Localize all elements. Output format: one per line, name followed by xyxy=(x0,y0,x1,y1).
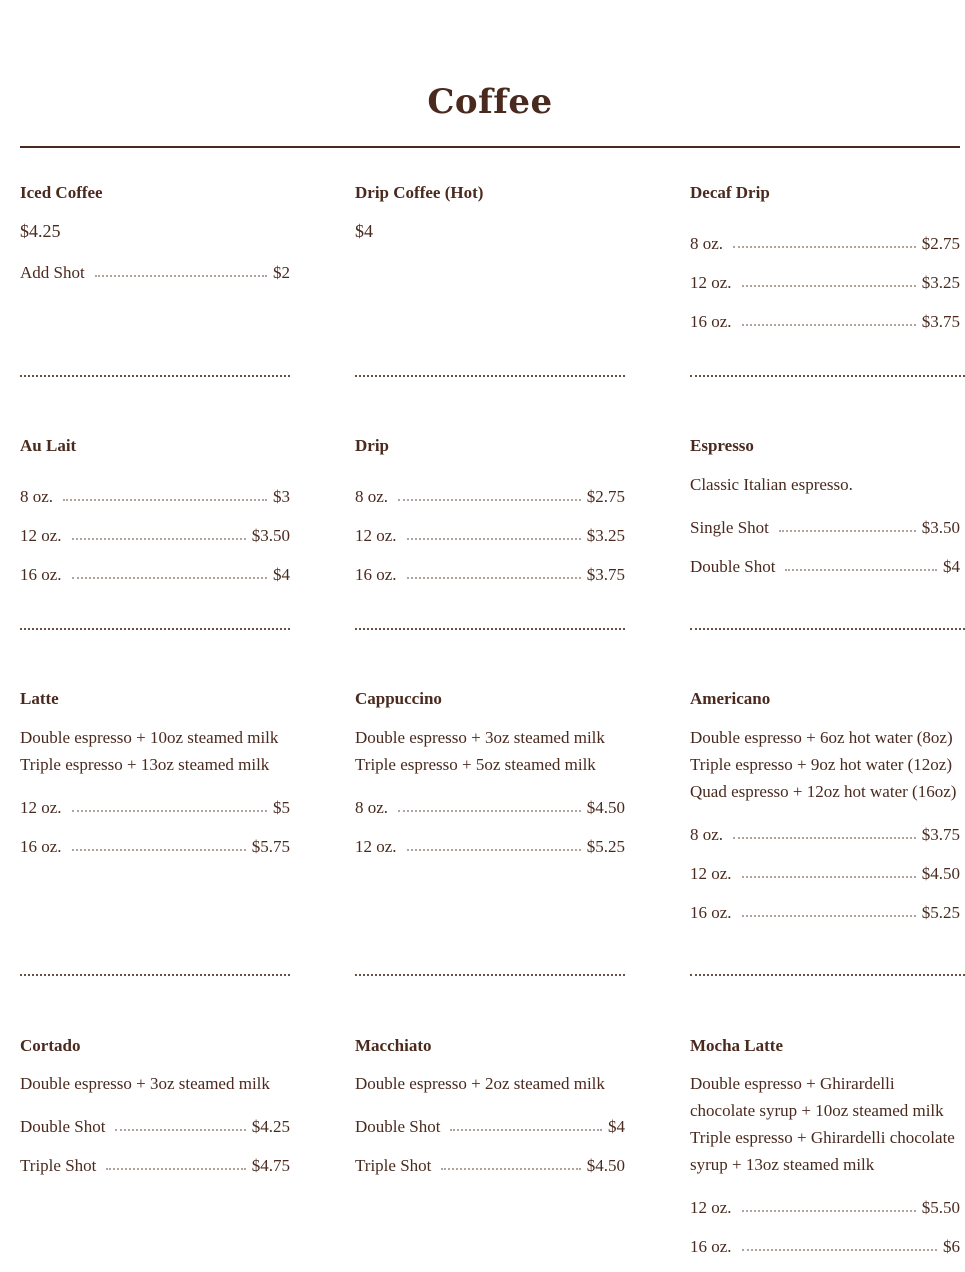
item-name: Cappuccino xyxy=(355,689,442,708)
option-row xyxy=(690,903,960,923)
option-label: Triple Shot xyxy=(20,1156,97,1175)
option-label: 12 oz. xyxy=(20,798,62,817)
option-row xyxy=(690,273,960,293)
dot-leader xyxy=(407,537,581,540)
description-line: Triple espresso + 13oz steamed milk xyxy=(20,755,270,774)
dot-leader xyxy=(441,1167,580,1170)
item-name: Espresso xyxy=(690,436,754,455)
option-price: $6 xyxy=(943,1237,960,1256)
option-price: $4 xyxy=(943,557,960,576)
menu-item-macchiato xyxy=(355,1036,625,1195)
item-separator xyxy=(20,974,290,976)
item-description xyxy=(690,724,960,805)
option-label: Double Shot xyxy=(355,1117,441,1136)
description-line: Double espresso + 10oz steamed milk xyxy=(20,728,279,747)
description-line: syrup + 13oz steamed milk xyxy=(690,1155,875,1174)
menu-item-americano xyxy=(690,689,960,942)
option-label: 8 oz. xyxy=(355,487,389,506)
description-line: chocolate syrup + 10oz steamed milk xyxy=(690,1101,944,1120)
option-price: $3.75 xyxy=(921,312,960,331)
option-price: $2.75 xyxy=(586,487,625,506)
option-row xyxy=(355,1117,625,1137)
option-label: Add Shot xyxy=(20,263,85,282)
option-row xyxy=(690,1198,960,1218)
option-row xyxy=(355,837,625,857)
option-label: 12 oz. xyxy=(690,1198,732,1217)
description-line: Quad espresso + 12oz hot water (16oz) xyxy=(690,782,957,801)
description-line: Triple espresso + 9oz hot water (12oz) xyxy=(690,755,953,774)
option-row xyxy=(690,312,960,332)
option-price: $3.25 xyxy=(586,526,625,545)
option-row xyxy=(690,825,960,845)
item-separator xyxy=(20,628,290,630)
option-label: Single Shot xyxy=(690,518,769,537)
item-description xyxy=(20,1070,290,1097)
option-row xyxy=(20,837,290,857)
option-label: Triple Shot xyxy=(355,1156,432,1175)
dot-leader xyxy=(72,848,246,851)
menu-item-espresso xyxy=(690,436,960,596)
option-price: $4.25 xyxy=(251,1117,290,1136)
dot-leader xyxy=(106,1167,245,1170)
option-price: $3 xyxy=(273,487,290,506)
description-line: Classic Italian espresso. xyxy=(690,475,853,494)
option-row xyxy=(690,234,960,254)
option-row xyxy=(690,518,960,538)
option-price: $2.75 xyxy=(921,234,960,253)
description-line: Double espresso + Ghirardelli xyxy=(690,1074,895,1093)
option-label: 16 oz. xyxy=(20,565,62,584)
option-row xyxy=(20,487,290,507)
description-line: Triple espresso + Ghirardelli chocolate xyxy=(690,1128,955,1147)
page-title: Coffee xyxy=(427,82,553,122)
dot-leader xyxy=(115,1128,245,1131)
dot-leader xyxy=(398,498,581,501)
option-price: $4.50 xyxy=(586,1156,625,1175)
option-label: 8 oz. xyxy=(690,825,724,844)
item-separator xyxy=(355,974,625,976)
description-line: Double espresso + 2oz steamed milk xyxy=(355,1074,605,1093)
item-separator xyxy=(690,974,965,976)
item-name: Macchiato xyxy=(355,1036,432,1055)
option-price: $3.75 xyxy=(586,565,625,584)
dot-leader xyxy=(785,568,937,571)
dot-leader xyxy=(95,274,267,277)
item-separator xyxy=(690,375,965,377)
item-separator xyxy=(690,628,965,630)
menu-item-cappuccino xyxy=(355,689,625,876)
menu-item-drip xyxy=(355,436,625,604)
dot-leader xyxy=(742,1248,937,1251)
item-name: Latte xyxy=(20,689,59,708)
option-label: 8 oz. xyxy=(20,487,54,506)
option-row xyxy=(690,864,960,884)
option-price: $5.75 xyxy=(251,837,290,856)
option-label: 12 oz. xyxy=(690,273,732,292)
option-label: 12 oz. xyxy=(20,526,62,545)
option-row xyxy=(355,1156,625,1176)
menu-item-iced-coffee xyxy=(20,183,290,302)
option-row xyxy=(20,798,290,818)
option-row xyxy=(355,487,625,507)
dot-leader xyxy=(398,809,581,812)
option-price: $3.50 xyxy=(921,518,960,537)
option-row xyxy=(20,1156,290,1176)
item-name: Decaf Drip xyxy=(690,183,770,202)
menu-item-au-lait xyxy=(20,436,290,604)
item-description xyxy=(690,1070,960,1178)
dot-leader xyxy=(407,576,581,579)
description-line: Triple espresso + 5oz steamed milk xyxy=(355,755,596,774)
option-label: 16 oz. xyxy=(20,837,62,856)
menu-item-drip-coffee-hot xyxy=(355,183,625,241)
menu-item-latte xyxy=(20,689,290,876)
option-label: 12 oz. xyxy=(690,864,732,883)
menu-item-mocha-latte xyxy=(690,1036,960,1257)
option-label: 8 oz. xyxy=(355,798,389,817)
option-price: $3.75 xyxy=(921,825,960,844)
item-name: Au Lait xyxy=(20,436,77,455)
option-price: $5 xyxy=(273,798,290,817)
option-row xyxy=(20,1117,290,1137)
item-separator xyxy=(355,628,625,630)
item-name: Americano xyxy=(690,689,771,708)
option-price: $4.50 xyxy=(586,798,625,817)
option-label: 16 oz. xyxy=(690,903,732,922)
dot-leader xyxy=(733,836,916,839)
option-price: $3.25 xyxy=(921,273,960,292)
option-price: $4.75 xyxy=(251,1156,290,1175)
option-label: 8 oz. xyxy=(690,234,724,253)
description-line: Double espresso + 6oz hot water (8oz) xyxy=(690,728,953,747)
item-price: $4 xyxy=(355,221,373,241)
option-row xyxy=(20,526,290,546)
option-row xyxy=(20,263,290,283)
item-name: Drip xyxy=(355,436,389,455)
option-price: $4 xyxy=(608,1117,625,1136)
option-price: $5.25 xyxy=(921,903,960,922)
menu-item-decaf-drip xyxy=(690,183,960,351)
item-name: Iced Coffee xyxy=(20,183,103,202)
dot-leader xyxy=(779,529,916,532)
dot-leader xyxy=(407,848,581,851)
dot-leader xyxy=(742,323,916,326)
item-description xyxy=(690,471,960,498)
dot-leader xyxy=(742,914,916,917)
dot-leader xyxy=(72,576,267,579)
option-row xyxy=(20,565,290,585)
dot-leader xyxy=(63,498,267,501)
option-price: $5.50 xyxy=(921,1198,960,1217)
option-row xyxy=(690,557,960,577)
item-price: $4.25 xyxy=(20,221,61,241)
dot-leader xyxy=(742,1209,916,1212)
option-label: 16 oz. xyxy=(690,312,732,331)
item-name: Mocha Latte xyxy=(690,1036,784,1055)
item-name: Drip Coffee (Hot) xyxy=(355,183,484,202)
option-label: 12 oz. xyxy=(355,837,397,856)
item-description xyxy=(355,724,625,778)
dot-leader xyxy=(72,537,246,540)
option-row xyxy=(355,798,625,818)
dot-leader xyxy=(742,284,916,287)
option-row xyxy=(355,565,625,585)
item-separator xyxy=(20,375,290,377)
option-row xyxy=(355,526,625,546)
option-label: 16 oz. xyxy=(355,565,397,584)
dot-leader xyxy=(72,809,267,812)
option-label: 12 oz. xyxy=(355,526,397,545)
option-label: Double Shot xyxy=(690,557,776,576)
item-description xyxy=(20,724,290,778)
option-price: $2 xyxy=(273,263,290,282)
dot-leader xyxy=(742,875,916,878)
option-label: Double Shot xyxy=(20,1117,106,1136)
title-divider xyxy=(20,146,960,148)
option-price: $5.25 xyxy=(586,837,625,856)
item-description xyxy=(355,1070,625,1097)
item-name: Cortado xyxy=(20,1036,81,1055)
dot-leader xyxy=(733,245,916,248)
description-line: Double espresso + 3oz steamed milk xyxy=(20,1074,270,1093)
menu-item-cortado xyxy=(20,1036,290,1195)
option-price: $3.50 xyxy=(251,526,290,545)
option-label: 16 oz. xyxy=(690,1237,732,1256)
option-price: $4 xyxy=(273,565,290,584)
option-row xyxy=(690,1237,960,1257)
item-separator xyxy=(355,375,625,377)
description-line: Double espresso + 3oz steamed milk xyxy=(355,728,605,747)
option-price: $4.50 xyxy=(921,864,960,883)
dot-leader xyxy=(450,1128,602,1131)
